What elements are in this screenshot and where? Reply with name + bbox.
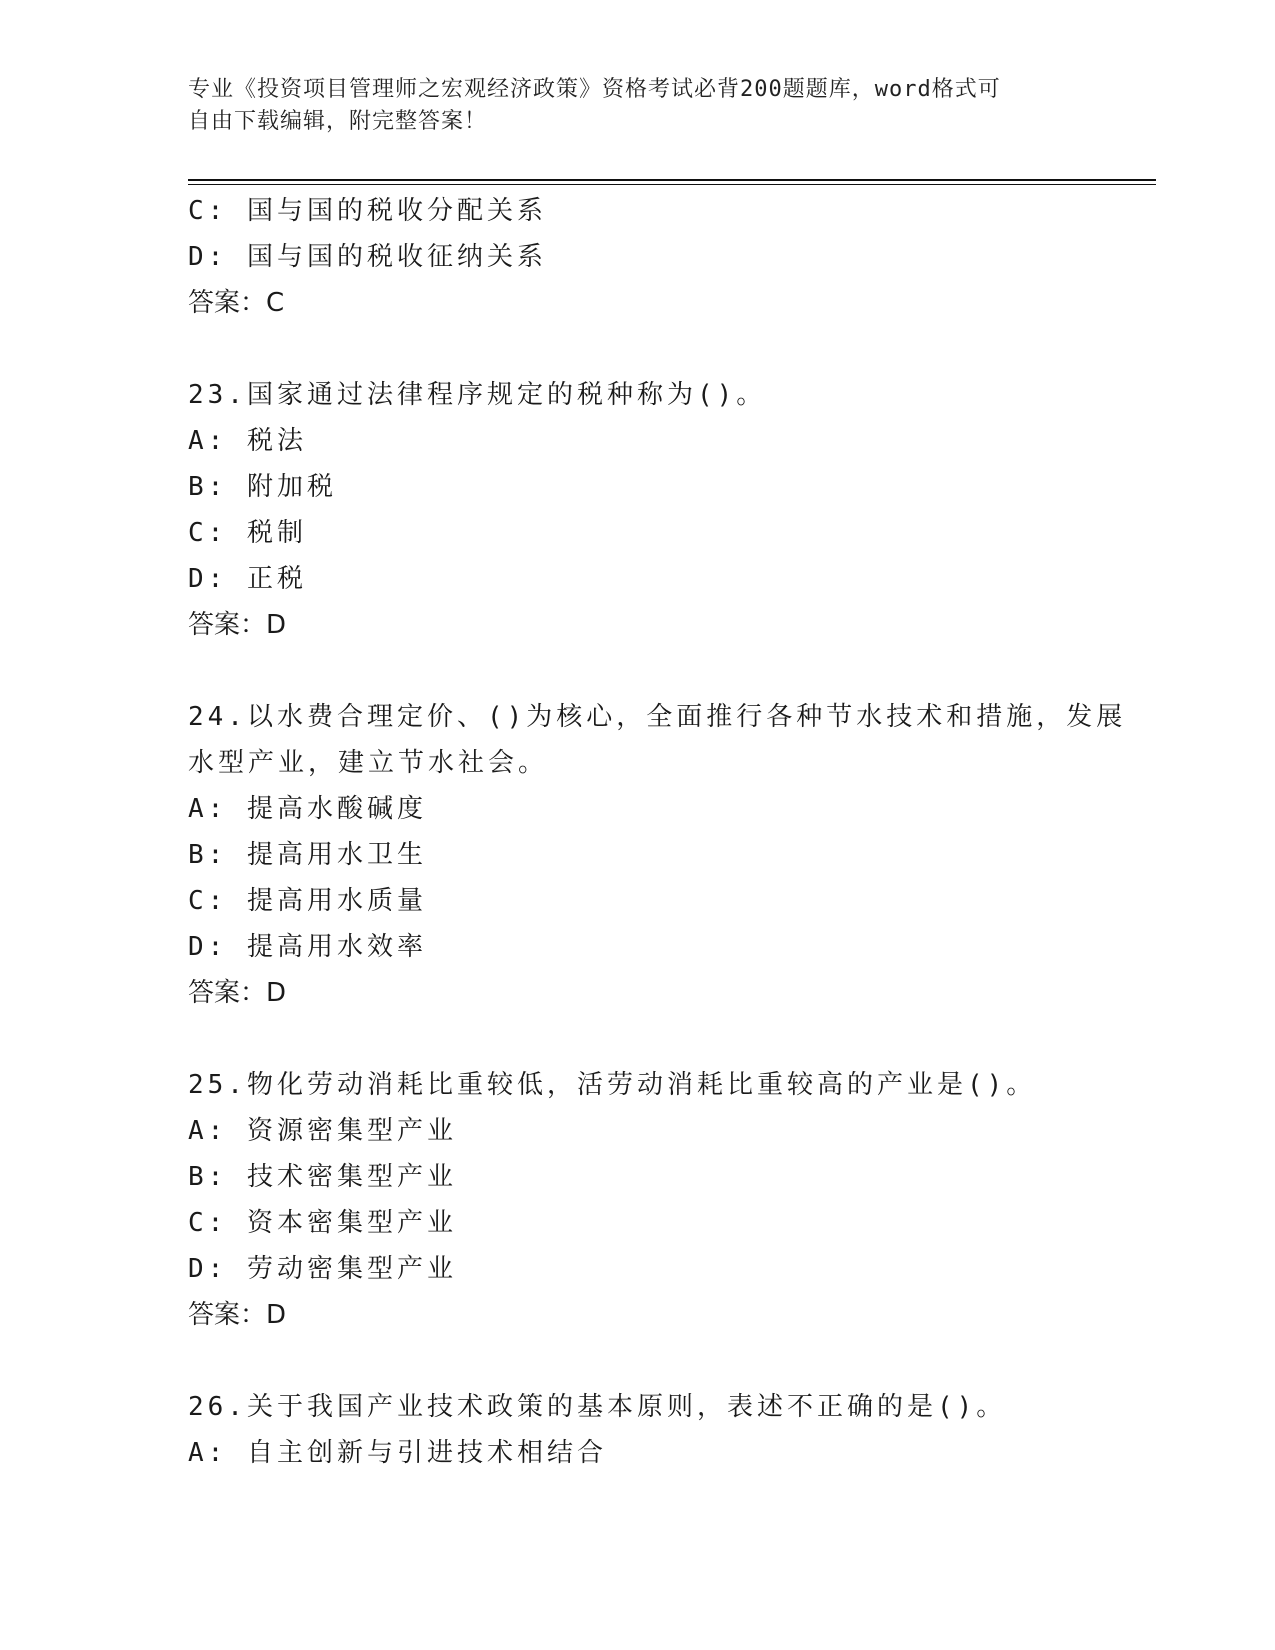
spacer: [188, 326, 1088, 372]
option-c: C: 提高用水质量: [188, 886, 427, 916]
option-c: C: 资本密集型产业: [188, 1208, 457, 1238]
answer: 答案：D: [188, 610, 287, 640]
answer: 答案：C: [188, 288, 285, 318]
spacer: [188, 1338, 1088, 1384]
header-line-1: 专业《投资项目管理师之宏观经济政策》资格考试必背200题题库，word格式可: [188, 77, 1001, 102]
document-header: [188, 74, 1068, 138]
option-d: D: 劳动密集型产业: [188, 1254, 457, 1284]
answer: 答案：D: [188, 1300, 287, 1330]
option-d: D: 正税: [188, 564, 307, 594]
option-c: C: 国与国的税收分配关系: [188, 196, 547, 226]
option-b: B: 提高用水卫生: [188, 840, 427, 870]
option-a: A: 提高水酸碱度: [188, 794, 427, 824]
question-stem: 26.关于我国产业技术政策的基本原则，表述不正确的是()。: [188, 1392, 1007, 1422]
header-line-2: 自由下载编辑，附完整答案！: [188, 109, 488, 134]
option-c: C: 税制: [188, 518, 307, 548]
option-d: D: 国与国的税收征纳关系: [188, 242, 547, 272]
spacer: [188, 648, 1088, 694]
option-a: A: 资源密集型产业: [188, 1116, 457, 1146]
option-b: B: 附加税: [188, 472, 337, 502]
header-rule-thick: [188, 179, 1156, 181]
option-a: A: 自主创新与引进技术相结合: [188, 1438, 607, 1468]
header-rule-thin: [188, 184, 1156, 185]
question-stem: 25.物化劳动消耗比重较低，活劳动消耗比重较高的产业是()。: [188, 1070, 1037, 1100]
question-list: [188, 188, 1127, 1476]
spacer: [188, 1016, 1088, 1062]
question-stem-line-2: 水型产业，建立节水社会。: [188, 748, 549, 778]
option-b: B: 技术密集型产业: [188, 1162, 457, 1192]
question-stem: 23.国家通过法律程序规定的税种称为()。: [188, 380, 767, 410]
option-a: A: 税法: [188, 426, 307, 456]
option-d: D: 提高用水效率: [188, 932, 427, 962]
question-stem-line-1: 24.以水费合理定价、()为核心，全面推行各种节水技术和措施，发展: [188, 702, 1127, 732]
answer: 答案：D: [188, 978, 287, 1008]
